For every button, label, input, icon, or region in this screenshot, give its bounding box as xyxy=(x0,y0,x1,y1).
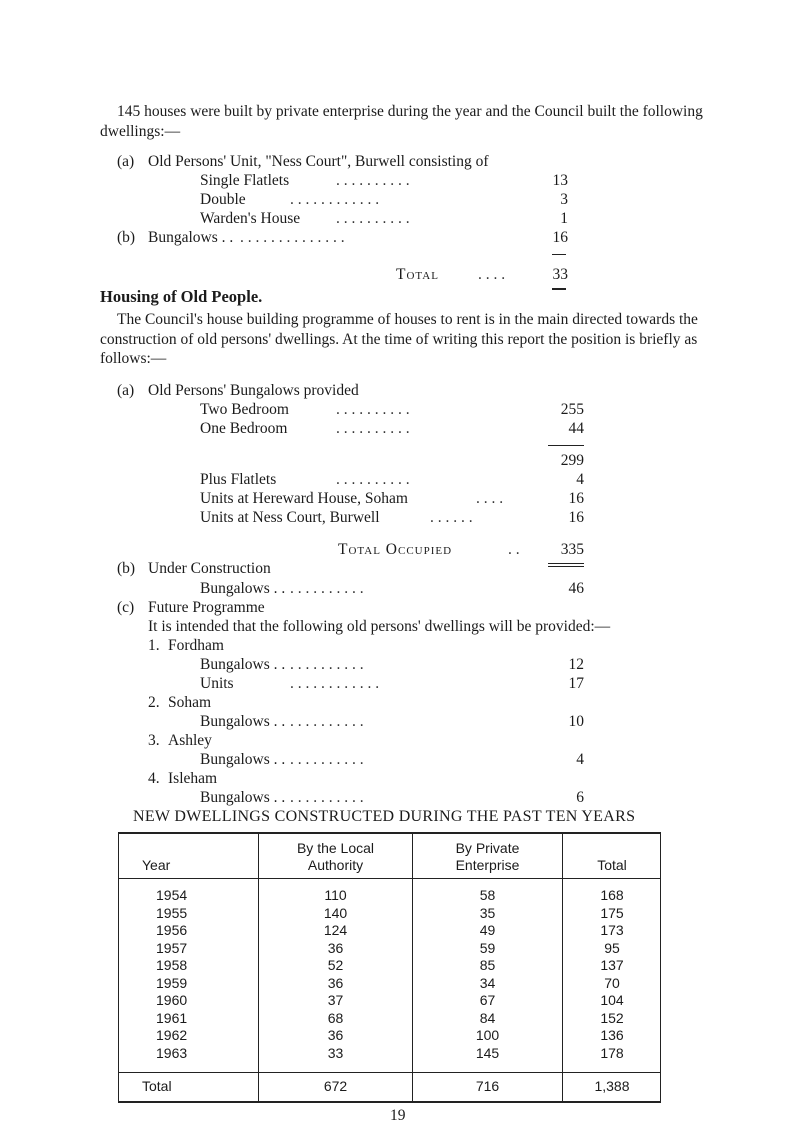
council-item-label: Warden's House xyxy=(200,210,301,227)
cell-total: 178 xyxy=(600,1044,624,1061)
leader-dots: . . . . . . xyxy=(430,509,473,526)
total-row-local: 672 xyxy=(259,1073,413,1103)
cell-year: 1963 xyxy=(118,1045,259,1073)
other-item-value: 16 xyxy=(568,509,584,526)
cell-private-enterprise: 58 xyxy=(413,879,563,905)
cell-year: 1956 xyxy=(118,922,259,940)
total-row-label: Total xyxy=(118,1073,259,1103)
leader-dots: . . xyxy=(508,541,520,558)
leader-dots: . . . . . . . . . . xyxy=(336,401,410,418)
council-b-text: Bungalows . . xyxy=(148,229,234,246)
place-number: 4. xyxy=(148,770,160,787)
cell-local-authority: 124 xyxy=(259,922,413,940)
table-left-border xyxy=(118,832,119,1103)
council-item-value: 13 xyxy=(552,172,568,189)
other-item-label: Units at Ness Court, Burwell xyxy=(200,509,380,526)
table-right-border xyxy=(660,832,661,1103)
cell-year: 1959 xyxy=(118,975,259,993)
double-rule-bottom xyxy=(548,566,584,567)
place-item-label: Bungalows . . xyxy=(200,713,286,730)
leader-dots: . . . . . . . . . . xyxy=(290,789,364,806)
place-item-value: 12 xyxy=(568,656,584,673)
col-header-year-text: Year xyxy=(142,857,171,873)
other-item-value: 16 xyxy=(568,490,584,507)
leader-dots: . . . . . . . . . . xyxy=(290,580,364,597)
leader-dots: . . . . . . . . . . xyxy=(290,713,364,730)
leader-dots: . . . . . . . . . . xyxy=(290,656,364,673)
place-item-label: Bungalows . . xyxy=(200,789,286,806)
place-name: Isleham xyxy=(168,770,218,787)
council-item-label: Single Flatlets xyxy=(200,172,290,189)
housing-a-label: (a) xyxy=(117,382,135,399)
place-item-value: 10 xyxy=(568,713,584,730)
table-row xyxy=(118,940,661,958)
leader-dots: . . . . . . . . . . . . xyxy=(290,675,380,692)
place-item-label: Bungalows . . xyxy=(200,751,286,768)
place-item-label: Bungalows . . xyxy=(200,656,286,673)
bungalow-item-value: 255 xyxy=(560,401,584,418)
cell-year: 1957 xyxy=(118,940,259,958)
cell-total: 104 xyxy=(600,992,624,1008)
other-item-label: Plus Flatlets xyxy=(200,471,277,488)
place-name: Fordham xyxy=(168,637,224,654)
leader-dots: . . . . xyxy=(478,266,506,283)
total-occupied-label: Total Occupied xyxy=(338,541,453,558)
col-header-line: Enterprise xyxy=(455,857,520,873)
council-a-label: (a) xyxy=(117,153,135,170)
dwellings-table xyxy=(118,832,661,1103)
place-item-label: Units xyxy=(200,675,234,692)
table-title: NEW DWELLINGS CONSTRUCTED DURING THE PAST TEN YEARS xyxy=(133,808,636,825)
table-row xyxy=(118,975,661,993)
council-a-text: Old Persons' Unit, "Ness Court", Burwell consisting of xyxy=(148,153,489,170)
cell-total: 175 xyxy=(600,904,624,921)
council-total-label: Total xyxy=(396,266,439,283)
construction-item-label: Bungalows . . xyxy=(200,580,286,597)
intro-line-2: dwellings:— xyxy=(100,123,181,140)
cell-total: 137 xyxy=(600,957,624,973)
cell-private-enterprise: 85 xyxy=(413,957,563,975)
cell-local-authority: 68 xyxy=(259,1010,413,1028)
council-item-value: 1 xyxy=(560,210,568,227)
construction-item-value: 46 xyxy=(568,580,584,597)
cell-local-authority: 33 xyxy=(259,1045,413,1073)
place-name: Soham xyxy=(168,694,212,711)
cell-local-authority: 36 xyxy=(259,1027,413,1045)
total-occupied-value: 335 xyxy=(560,541,584,558)
other-item-value: 4 xyxy=(576,471,584,488)
col-header-local-authority xyxy=(259,833,413,879)
leader-dots: . . . . . . . . . . xyxy=(336,210,410,227)
place-item-value: 17 xyxy=(568,675,584,692)
cell-year: 1958 xyxy=(118,957,259,975)
table-row xyxy=(118,922,661,940)
leader-dots: . . . . . . . . . . xyxy=(336,471,410,488)
table-row xyxy=(118,1010,661,1028)
cell-private-enterprise: 35 xyxy=(413,905,563,923)
total-row-total: 1,388 xyxy=(563,1073,662,1103)
cell-private-enterprise: 100 xyxy=(413,1027,563,1045)
housing-para-line-2: construction of old persons' dwellings. At the time of writing this report the position is briefly as xyxy=(100,331,698,348)
table-total-row xyxy=(118,1073,661,1103)
council-total-value: 33 xyxy=(552,266,568,283)
housing-b-text: Under Construction xyxy=(148,560,271,577)
leader-dots: . . . . . . . . . . xyxy=(336,172,410,189)
housing-b-label: (b) xyxy=(117,560,136,577)
table-row xyxy=(118,1045,661,1073)
col-header-private-enterprise xyxy=(413,833,563,879)
council-item-value: 3 xyxy=(560,191,568,208)
bungalow-item-label: Two Bedroom xyxy=(200,401,289,418)
col-header-total xyxy=(563,833,662,879)
col-header-year xyxy=(118,833,259,879)
other-item-label: Units at Hereward House, Soham xyxy=(200,490,408,507)
housing-para-line-1: The Council's house building programme of houses to rent is in the main directed towards the xyxy=(117,311,698,328)
place-number: 2. xyxy=(148,694,160,711)
col-header-line: Authority xyxy=(307,857,364,873)
cell-private-enterprise: 59 xyxy=(413,940,563,958)
page-number: 19 xyxy=(390,1107,406,1124)
place-name: Ashley xyxy=(168,732,212,749)
leader-dots: . . . . . . . . . . xyxy=(336,420,410,437)
cell-local-authority: 110 xyxy=(259,879,413,905)
place-number: 1. xyxy=(148,637,160,654)
double-rule-top xyxy=(548,563,584,564)
housing-c-text: Future Programme xyxy=(148,599,265,616)
leader-dots: . . . . . . . . . . . . . . xyxy=(240,229,345,246)
cell-year: 1961 xyxy=(118,1010,259,1028)
council-b-value: 16 xyxy=(552,229,568,246)
cell-private-enterprise: 34 xyxy=(413,975,563,993)
cell-year: 1962 xyxy=(118,1027,259,1045)
cell-local-authority: 140 xyxy=(259,905,413,923)
cell-total: 152 xyxy=(600,1009,624,1026)
col-header-total-text: Total xyxy=(597,857,627,873)
total-rule xyxy=(552,288,566,290)
bungalow-subtotal: 299 xyxy=(560,452,584,469)
housing-a-text: Old Persons' Bungalows provided xyxy=(148,382,359,399)
cell-total: 168 xyxy=(600,887,624,903)
cell-total: 95 xyxy=(604,939,620,956)
cell-local-authority: 36 xyxy=(259,940,413,958)
cell-private-enterprise: 84 xyxy=(413,1010,563,1028)
cell-local-authority: 36 xyxy=(259,975,413,993)
cell-total: 70 xyxy=(604,974,620,991)
table-row xyxy=(118,1027,661,1045)
place-number: 3. xyxy=(148,732,160,749)
bungalow-item-label: One Bedroom xyxy=(200,420,288,437)
council-b-label: (b) xyxy=(117,229,136,246)
sum-rule xyxy=(552,254,566,255)
table-row xyxy=(118,992,661,1010)
subtotal-rule xyxy=(548,445,584,446)
cell-total: 173 xyxy=(600,922,624,938)
housing-c-intro: It is intended that the following old persons' dwellings will be provided:— xyxy=(148,618,611,635)
cell-private-enterprise: 49 xyxy=(413,922,563,940)
bungalow-item-value: 44 xyxy=(568,420,584,437)
intro-line-1: 145 houses were built by private enterprise during the year and the Council built the following xyxy=(117,103,703,120)
col-header-line: By the Local xyxy=(296,840,375,856)
cell-year: 1960 xyxy=(118,992,259,1010)
table-row xyxy=(118,879,661,905)
table-row xyxy=(118,957,661,975)
cell-private-enterprise: 67 xyxy=(413,992,563,1010)
council-item-label: Double xyxy=(200,191,246,208)
housing-c-label: (c) xyxy=(117,599,135,616)
place-item-value: 4 xyxy=(576,751,584,768)
cell-total: 136 xyxy=(600,1027,624,1043)
place-item-value: 6 xyxy=(576,789,584,806)
cell-private-enterprise: 145 xyxy=(413,1045,563,1073)
cell-local-authority: 37 xyxy=(259,992,413,1010)
cell-year: 1955 xyxy=(118,905,259,923)
leader-dots: . . . . . . . . . . . . xyxy=(290,191,380,208)
table-row xyxy=(118,905,661,923)
leader-dots: . . . . . . . . . . xyxy=(290,751,364,768)
leader-dots: . . . . xyxy=(476,490,504,507)
col-header-line: By Private xyxy=(455,840,520,856)
housing-heading: Housing of Old People. xyxy=(100,287,263,306)
table-header-row xyxy=(118,833,661,879)
housing-para-line-3: follows:— xyxy=(100,350,167,367)
total-row-private: 716 xyxy=(413,1073,563,1103)
cell-year: 1954 xyxy=(118,879,259,905)
cell-local-authority: 52 xyxy=(259,957,413,975)
